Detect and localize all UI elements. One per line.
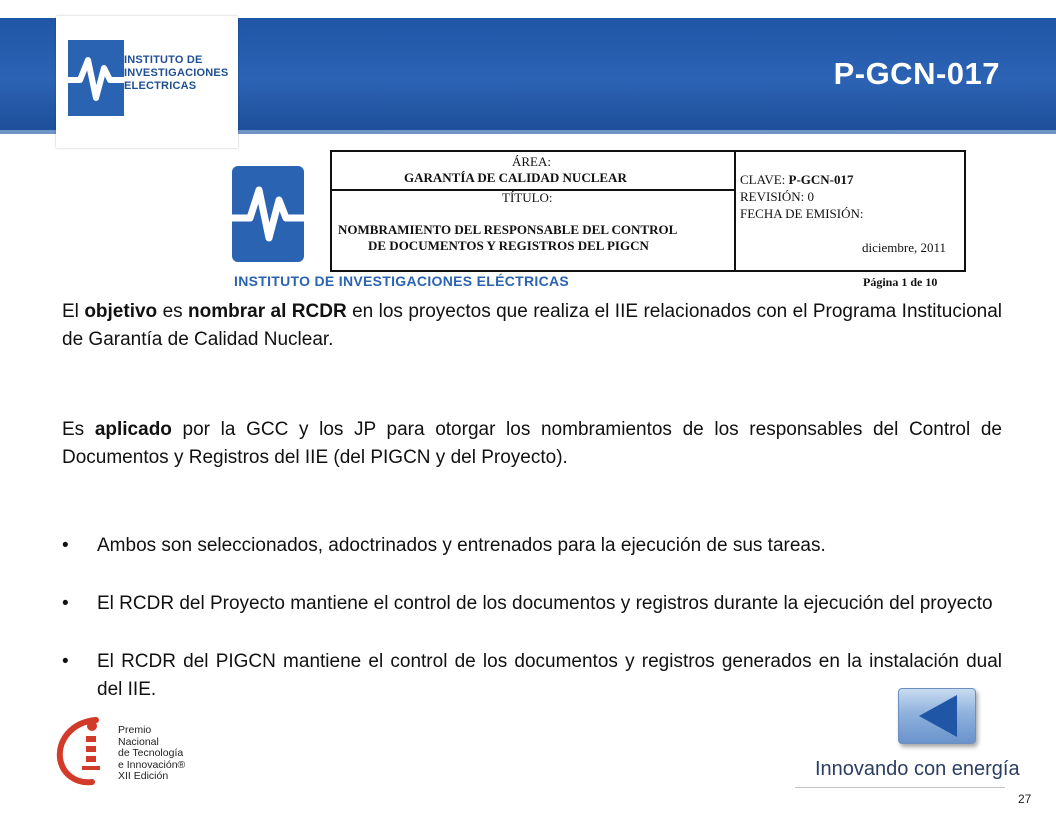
objective-paragraph: El objetivo es nombrar al RCDR en los proyectos que realiza el IIE relacionados con el Programa Institucional de Garantía de Calidad Nuclear. [62,301,1002,350]
bullet-icon: • [62,535,69,556]
iie-wave-logo-icon [232,166,304,262]
title-line-2: DE DOCUMENTOS Y REGISTROS DEL PIGCN [368,238,649,253]
title-line-1: NOMBRAMIENTO DEL RESPONSABLE DEL CONTROL [338,222,678,237]
title-label: TÍTULO: [502,190,553,205]
bullet-icon: • [62,593,69,614]
back-arrow-icon [899,689,975,743]
premio-emblem-icon [52,712,116,788]
slogan: Innovando con energía [815,758,1020,780]
revision-field: REVISIÓN: 0 [740,189,815,204]
clave-field: CLAVE: P-GCN-017 [740,172,854,187]
institute-logo [56,16,238,148]
footer-divider [795,787,1005,788]
doc-code: P-GCN-017 [833,56,1000,91]
page-number: 27 [1018,792,1032,806]
area-value: GARANTÍA DE CALIDAD NUCLEAR [404,170,627,185]
area-label: ÁREA: [512,154,551,169]
iie-wave-logo-icon [66,38,126,118]
fecha-value: diciembre, 2011 [862,240,946,255]
premio-text: Premio Nacional de Tecnología e Innovación® XII Edición [118,724,186,782]
bullet-icon: • [62,651,69,672]
application-paragraph: Es aplicado por la GCC y los JP para otorgar los nombramientos de los responsables del Control de Documentos y Registros del IIE (del PIGCN y del Proyecto). [62,419,1002,468]
institute-logo-text: INSTITUTO DE INVESTIGACIONES ELECTRICAS [124,54,229,92]
back-button[interactable] [898,688,976,744]
fecha-label: FECHA DE EMISIÓN: [740,206,864,221]
page-of-pages: Página 1 de 10 [863,275,938,289]
institute-name: INSTITUTO DE INVESTIGACIONES ELÉCTRICAS [234,273,570,289]
document-header-table [330,150,966,272]
